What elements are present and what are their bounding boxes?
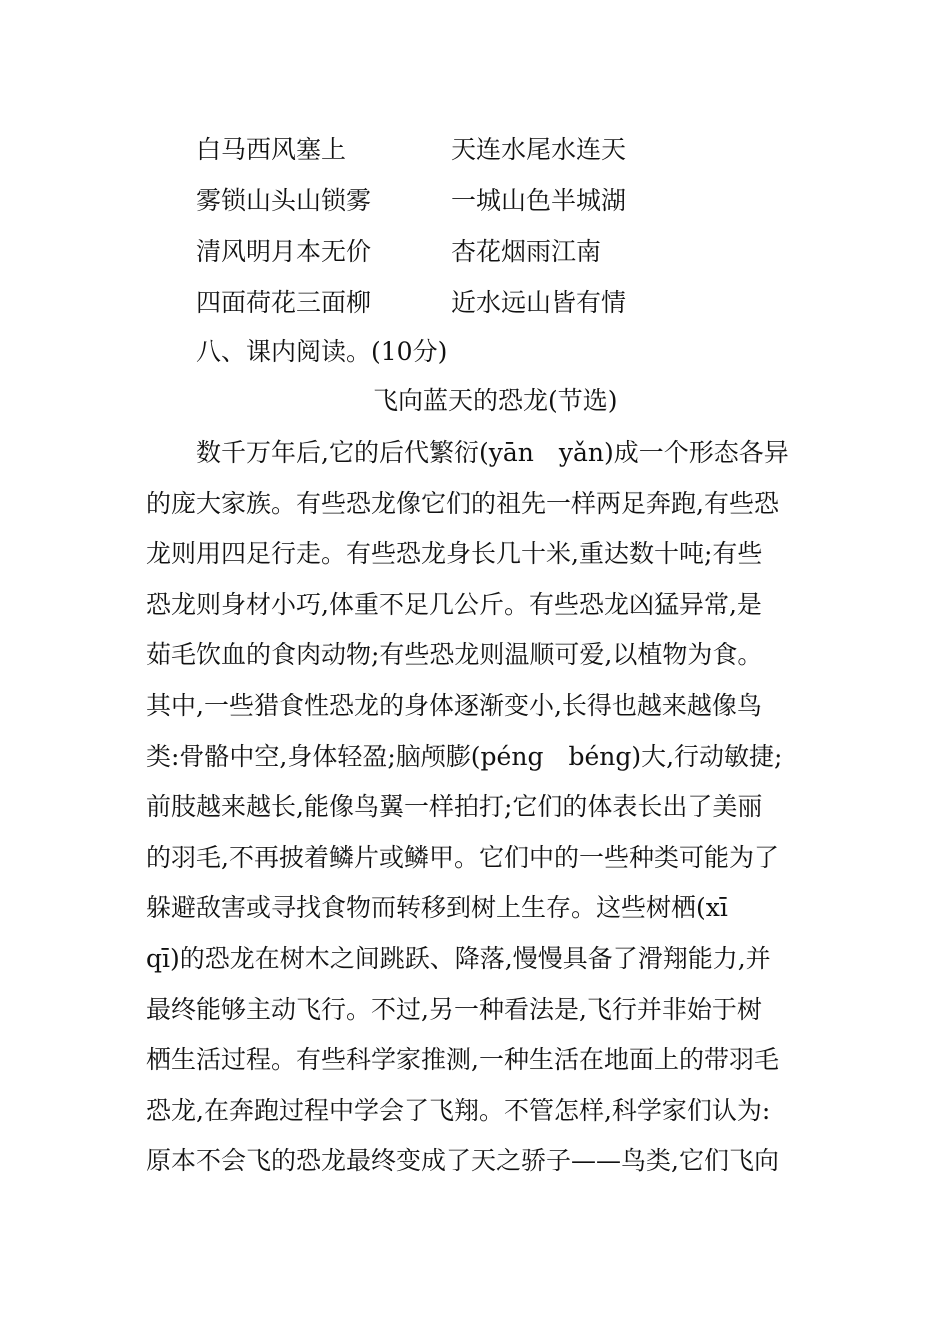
couplet-left-line: 清风明月本无价 (196, 237, 372, 266)
couplet-right-line: 天连水尾水连天 (451, 135, 627, 164)
couplet-left-line: 雾锁山头山锁雾 (196, 186, 372, 215)
passage-line: 龙则用四足行走。有些恐龙身长几十米,重达数十吨;有些 (146, 539, 763, 569)
couplet-row (196, 183, 716, 234)
passage-line: 前肢越来越长,能像鸟翼一样拍打;它们的体表长出了美丽 (146, 792, 763, 822)
passage-line: 的羽毛,不再披着鳞片或鳞甲。它们中的一些种类可能为了 (146, 842, 779, 872)
couplet-left-line: 四面荷花三面柳 (196, 288, 372, 317)
passage-line: 恐龙则身材小巧,体重不足几公斤。有些恐龙凶猛异常,是 (146, 589, 762, 619)
passage-line: 其中,一些猎食性恐龙的身体逐渐变小,长得也越来越像鸟 (146, 690, 762, 720)
passage-line: 数千万年后,它的后代繁衍(yān yǎn)成一个形态各异 (196, 438, 789, 467)
couplet-left-line: 白马西风塞上 (196, 135, 347, 164)
passage-line: 原本不会飞的恐龙最终变成了天之骄子——鸟类,它们飞向 (146, 1146, 779, 1176)
passage-line: 类:骨骼中空,身体轻盈;脑颅膨(péng béng)大,行动敏捷; (146, 741, 783, 771)
passage-line: 的庞大家族。有些恐龙像它们的祖先一样两足奔跑,有些恐 (146, 488, 779, 518)
couplet-row (196, 285, 716, 336)
passage-body (146, 433, 806, 1192)
couplet-right-line: 一城山色半城湖 (451, 186, 627, 215)
couplet-right-line: 杏花烟雨江南 (451, 237, 602, 266)
couplet-row (196, 132, 716, 183)
couplet-right-line: 近水远山皆有情 (451, 288, 627, 317)
passage-line: 栖生活过程。有些科学家推测,一种生活在地面上的带羽毛 (146, 1045, 779, 1075)
passage-line: 躲避敌害或寻找食物而转移到树上生存。这些树栖(xī (146, 893, 728, 923)
couplet-list (196, 132, 716, 336)
passage-line: 最终能够主动飞行。不过,另一种看法是,飞行并非始于树 (146, 994, 762, 1024)
passage-line: 茹毛饮血的食肉动物;有些恐龙则温顺可爱,以植物为食。 (146, 640, 763, 670)
couplet-row (196, 234, 716, 285)
passage-line: qī)的恐龙在树木之间跳跃、降落,慢慢具备了滑翔能力,并 (146, 943, 771, 973)
passage-line: 恐龙,在奔跑过程中学会了飞翔。不管怎样,科学家们认为: (146, 1095, 771, 1125)
passage-title: 飞向蓝天的恐龙(节选) (373, 386, 618, 415)
section-heading: 八、课内阅读。(10分) (196, 337, 448, 366)
